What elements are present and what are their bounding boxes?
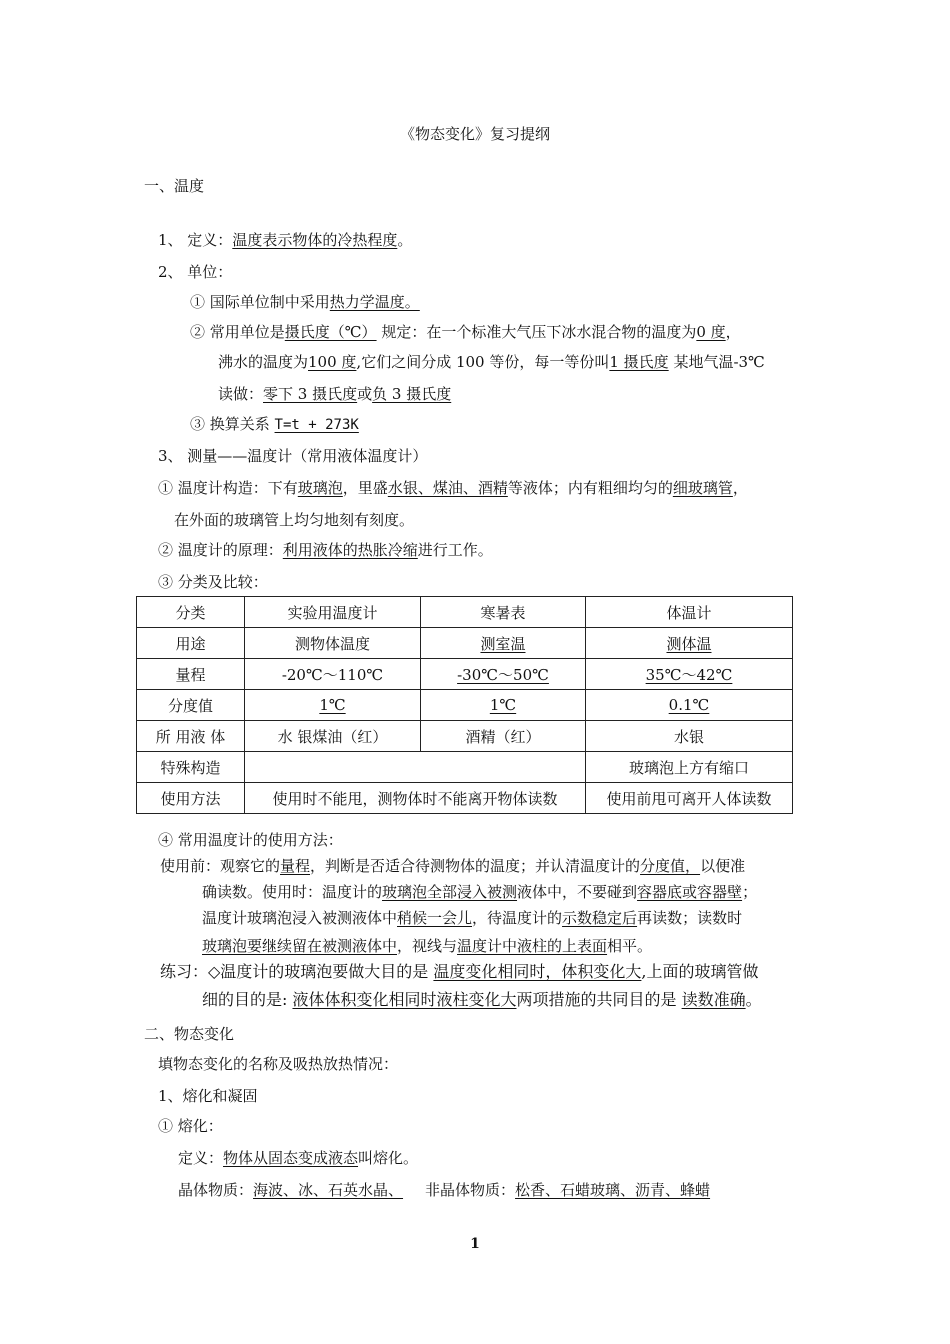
table-cell: 使用时不能甩，测物体时不能离开物体读数 bbox=[245, 783, 586, 814]
principle-line: ② 温度计的原理：利用液体的热胀冷缩进行工作。 bbox=[158, 541, 493, 559]
unit-item-2-line-3: 读做：零下 3 摄氏度或负 3 摄氏度 bbox=[218, 385, 452, 403]
table-cell: 分类 bbox=[137, 597, 245, 628]
table-cell: 使用前甩可离开人体读数 bbox=[586, 783, 793, 814]
table-row bbox=[137, 628, 793, 659]
table-row bbox=[137, 659, 793, 690]
table-cell: 0.1℃ bbox=[586, 690, 793, 721]
table-row bbox=[137, 721, 793, 752]
crystal-line: 晶体物质：海波、冰、石英水晶、 非晶体物质：松香、石蜡玻璃、沥青、蜂蜡 bbox=[178, 1181, 711, 1199]
table-cell bbox=[245, 752, 586, 783]
table-cell: 实验用温度计 bbox=[245, 597, 421, 628]
table-cell: -20℃～110℃ bbox=[245, 659, 421, 690]
table-cell: 使用方法 bbox=[137, 783, 245, 814]
table-cell: 35℃～42℃ bbox=[586, 659, 793, 690]
definition-line: 1、 定义：温度表示物体的冷热程度。 bbox=[158, 231, 413, 249]
page-number: 1 bbox=[470, 1236, 480, 1252]
practice-line-1: 练习：◇温度计的玻璃泡要做大目的是 温度变化相同时，体积变化大,上面的玻璃管做 bbox=[160, 962, 759, 981]
classification-heading: ③ 分类及比较： bbox=[158, 573, 268, 591]
unit-item-1: ① 国际单位制中采用热力学温度。 bbox=[190, 293, 420, 311]
table-cell: 测室温 bbox=[421, 628, 586, 659]
table-row bbox=[137, 783, 793, 814]
table-cell: 测物体温度 bbox=[245, 628, 421, 659]
usage-heading: ④ 常用温度计的使用方法： bbox=[158, 831, 343, 849]
section-heading-state-change: 二、物态变化 bbox=[144, 1025, 235, 1043]
structure-line-1: ① 温度计构造：下有玻璃泡，里盛水银、煤油、酒精等液体；内有粗细均匀的细玻璃管， bbox=[158, 479, 748, 497]
table-cell: 1℃ bbox=[245, 690, 421, 721]
table-cell: 量程 bbox=[137, 659, 245, 690]
table-cell: 用途 bbox=[137, 628, 245, 659]
table-cell: 水银 bbox=[586, 721, 793, 752]
unit-item-2-line-2: 沸水的温度为100 度,它们之间分成 100 等份，每一等份叫1 摄氏度 某地气温-3℃ bbox=[218, 353, 765, 371]
table-row bbox=[137, 752, 793, 783]
practice-line-2: 细的目的是: 液体体积变化相同时液柱变化大两项措施的共同目的是 读数准确。 bbox=[202, 990, 762, 1009]
table-cell: -30℃～50℃ bbox=[421, 659, 586, 690]
table-cell: 特殊构造 bbox=[137, 752, 245, 783]
table-cell: 玻璃泡上方有缩口 bbox=[586, 752, 793, 783]
table-cell: 分度值 bbox=[137, 690, 245, 721]
table-cell: 寒暑表 bbox=[421, 597, 586, 628]
thermometer-comparison-table bbox=[136, 596, 793, 814]
usage-line-2: 确读数。使用时：温度计的玻璃泡全部浸入被测液体中，不要碰到容器底或容器壁； bbox=[202, 883, 758, 901]
measure-heading: 3、 测量——温度计（常用液体温度计） bbox=[158, 447, 428, 465]
structure-line-2: 在外面的玻璃管上均匀地刻有刻度。 bbox=[174, 511, 415, 529]
section-heading-temperature: 一、温度 bbox=[144, 177, 205, 195]
table-cell: 体温计 bbox=[586, 597, 793, 628]
table-cell: 酒精（红） bbox=[421, 721, 586, 752]
unit-heading: 2、 单位： bbox=[158, 263, 233, 281]
unit-item-2-line-1: ② 常用单位是摄氏度（℃） 规定：在一个标准大气压下冰水混合物的温度为0 度， bbox=[190, 323, 741, 341]
usage-line-3: 温度计玻璃泡浸入被测液体中稍候一会儿，待温度计的示数稳定后再读数；读数时 bbox=[202, 909, 743, 927]
melting-heading: 1、熔化和凝固 bbox=[158, 1087, 258, 1105]
table-cell: 水 银煤油（红） bbox=[245, 721, 421, 752]
usage-line-4: 玻璃泡要继续留在被测液体中，视线与温度计中液柱的上表面相平。 bbox=[202, 937, 653, 955]
table-row bbox=[137, 690, 793, 721]
table-cell: 所 用液 体 bbox=[137, 721, 245, 752]
page-title: 《物态变化》复习提纲 bbox=[399, 125, 550, 143]
table-cell: 测体温 bbox=[586, 628, 793, 659]
fill-instruction: 填物态变化的名称及吸热放热情况： bbox=[158, 1055, 399, 1073]
unit-item-3: ③ 换算关系 T=t + 273K bbox=[190, 415, 359, 433]
table-row bbox=[137, 597, 793, 628]
usage-line-1: 使用前：观察它的量程，判断是否适合待测物体的温度；并认清温度计的分度值，以便准 bbox=[160, 857, 746, 875]
melting-subheading: ① 熔化： bbox=[158, 1117, 223, 1135]
table-cell: 1℃ bbox=[421, 690, 586, 721]
melting-definition: 定义：物体从固态变成液态叫熔化。 bbox=[178, 1149, 419, 1167]
